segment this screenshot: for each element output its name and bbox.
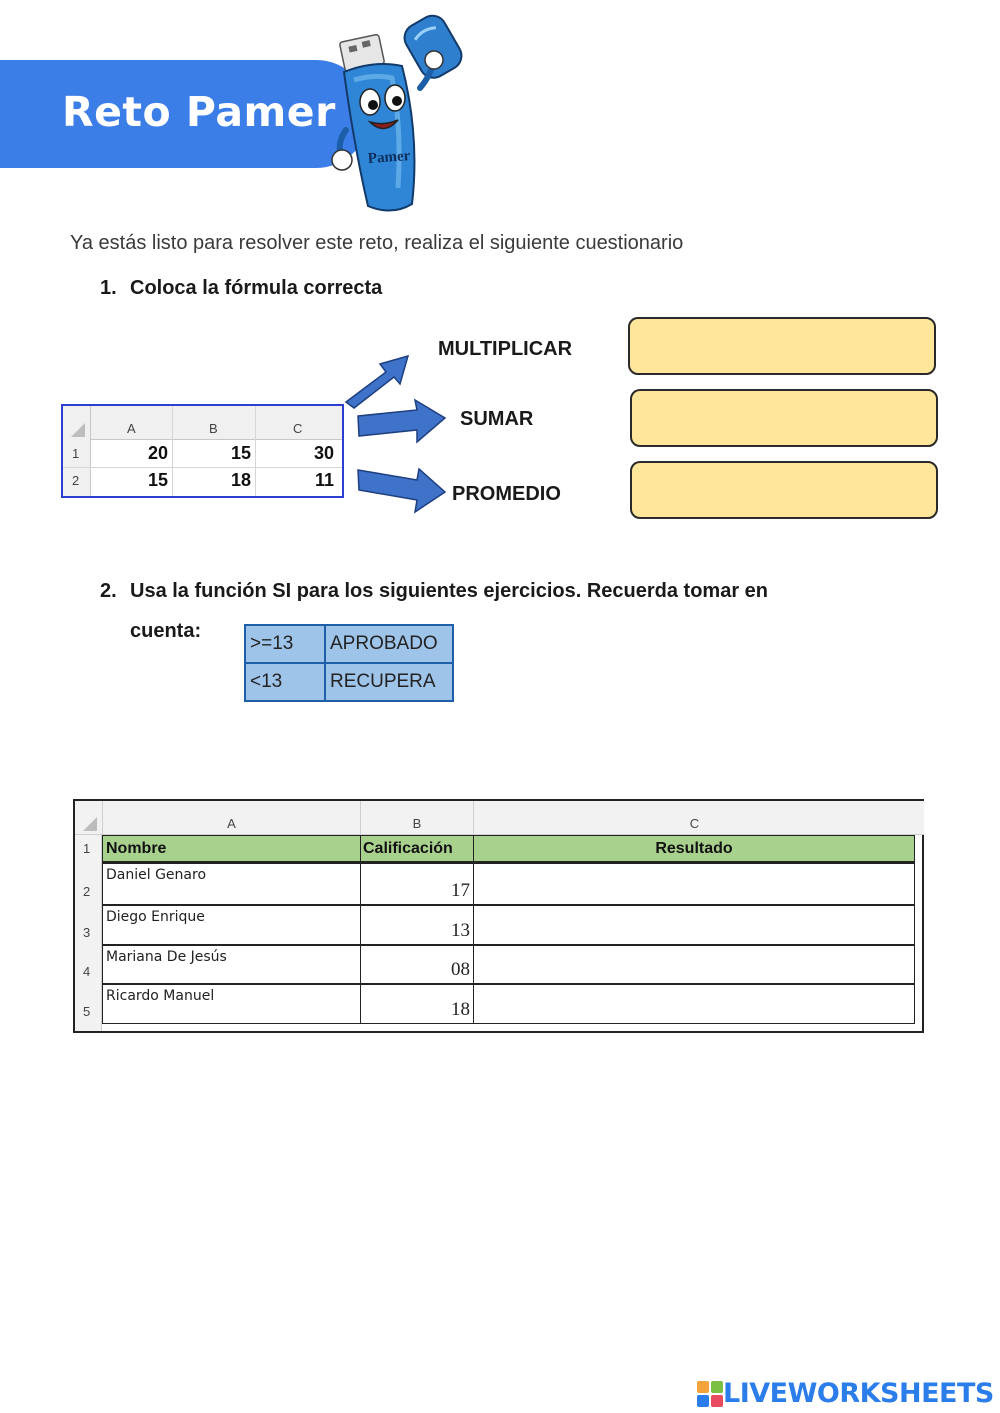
column-header-b: B bbox=[209, 421, 218, 436]
rule-result: RECUPERA bbox=[325, 663, 453, 701]
cell-name: Mariana De Jesús bbox=[102, 944, 361, 984]
answer-input-promedio[interactable] bbox=[630, 461, 938, 519]
rule-row bbox=[245, 625, 453, 663]
cell-grade: 18 bbox=[360, 983, 474, 1024]
intro-text: Ya estás listo para resolver este reto, realiza el siguiente cuestionario bbox=[70, 232, 684, 254]
question-1-number: 1. bbox=[100, 277, 117, 299]
row-header-2: 2 bbox=[72, 473, 80, 488]
result-input[interactable] bbox=[473, 862, 915, 905]
arrow-down-right-icon bbox=[355, 466, 450, 516]
select-all-corner bbox=[75, 801, 102, 835]
result-input[interactable] bbox=[473, 944, 915, 984]
cell-name: Daniel Genaro bbox=[102, 862, 361, 905]
cell-c1: 30 bbox=[313, 443, 334, 463]
rule-condition: <13 bbox=[245, 663, 325, 701]
rule-row bbox=[245, 663, 453, 701]
column-header-a: A bbox=[127, 421, 136, 436]
column-header-c: C bbox=[293, 421, 303, 436]
label-sumar: SUMAR bbox=[460, 408, 534, 430]
row-header-4: 4 bbox=[75, 944, 102, 983]
question-2-text-continued: cuenta: bbox=[130, 620, 202, 642]
row-header-5: 5 bbox=[75, 983, 102, 1023]
row-header-3: 3 bbox=[75, 904, 102, 944]
header-calificacion: Calificación bbox=[360, 835, 474, 862]
formula-sample-sheet bbox=[61, 404, 344, 498]
liveworksheets-logo bbox=[697, 1378, 994, 1409]
column-header-b: B bbox=[360, 801, 473, 835]
grading-rules-table bbox=[244, 624, 454, 702]
result-input[interactable] bbox=[473, 904, 915, 945]
header-nombre: Nombre bbox=[102, 835, 361, 862]
usb-mascot-icon bbox=[322, 10, 472, 215]
cell-grade: 08 bbox=[360, 944, 474, 984]
result-input[interactable] bbox=[473, 983, 915, 1024]
question-2-title bbox=[100, 580, 768, 603]
cell-c2: 11 bbox=[314, 470, 334, 490]
cell-b2: 18 bbox=[230, 470, 251, 490]
question-2-text: Usa la función SI para los siguientes ejercicios. Recuerda tomar en bbox=[130, 580, 768, 602]
cell-a2: 15 bbox=[147, 470, 168, 490]
cell-name: Diego Enrique bbox=[102, 904, 361, 945]
cell-b1: 15 bbox=[230, 443, 251, 463]
row-header-1: 1 bbox=[72, 446, 80, 461]
select-all-corner-icon bbox=[71, 423, 85, 437]
column-header-a: A bbox=[102, 801, 360, 835]
column-header-c: C bbox=[473, 801, 915, 835]
select-all-corner-icon bbox=[83, 817, 97, 831]
header-resultado: Resultado bbox=[473, 835, 915, 862]
cell-a1: 20 bbox=[147, 443, 168, 463]
answer-input-multiplicar[interactable] bbox=[628, 317, 936, 375]
cell-grade: 13 bbox=[360, 904, 474, 945]
answer-input-sumar[interactable] bbox=[630, 389, 938, 447]
liveworksheets-logo-icon bbox=[697, 1381, 723, 1407]
svg-text:Pamer: Pamer bbox=[367, 148, 411, 167]
rule-result: APROBADO bbox=[325, 625, 453, 663]
liveworksheets-logo-text: LIVEWORKSHEETS bbox=[723, 1378, 994, 1409]
cell-name: Ricardo Manuel bbox=[102, 983, 361, 1024]
question-1-title bbox=[100, 277, 382, 300]
question-1-text: Coloca la fórmula correcta bbox=[130, 277, 383, 299]
row-header-2: 2 bbox=[75, 862, 102, 904]
arrow-right-icon bbox=[355, 398, 450, 446]
rule-condition: >=13 bbox=[245, 625, 325, 663]
grades-sheet bbox=[73, 799, 924, 1033]
page-title: Reto Pamer bbox=[62, 88, 336, 136]
label-multiplicar: MULTIPLICAR bbox=[438, 338, 573, 360]
row-header-1: 1 bbox=[75, 835, 102, 862]
label-promedio: PROMEDIO bbox=[452, 483, 561, 505]
question-2-number: 2. bbox=[100, 580, 117, 602]
cell-grade: 17 bbox=[360, 862, 474, 905]
